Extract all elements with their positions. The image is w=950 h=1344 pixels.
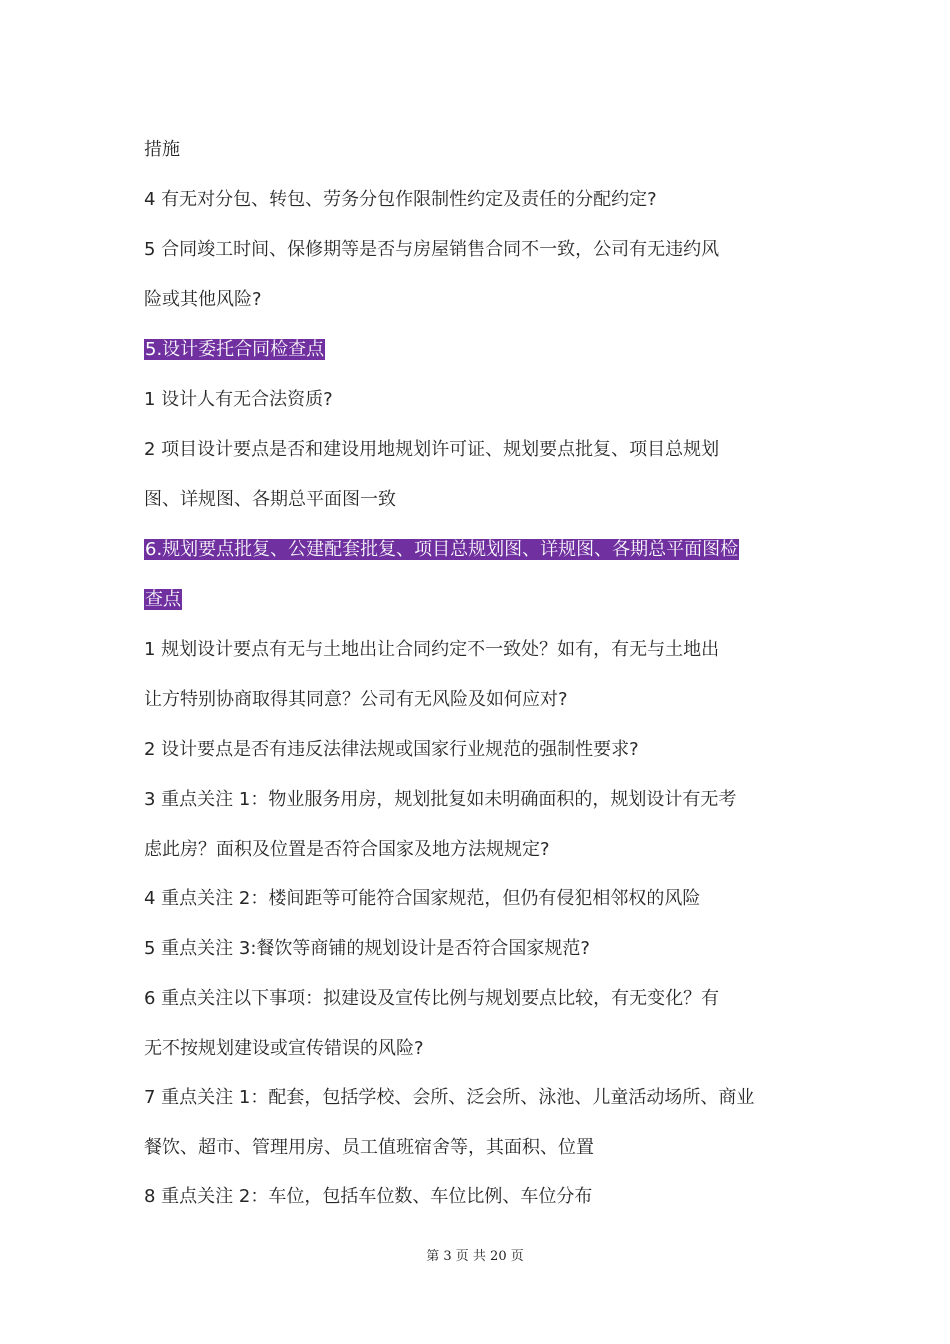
- section-heading: [144, 537, 739, 563]
- section-heading: [144, 337, 325, 363]
- text-line: 3 重点关注 1：物业服务用房，规划批复如未明确面积的，规划设计有无考: [144, 789, 737, 810]
- section-heading-text: 5.设计委托合同检查点: [145, 339, 325, 360]
- text-line: 7 重点关注 1：配套，包括学校、会所、泛会所、泳池、儿童活动场所、商业: [144, 1087, 755, 1108]
- text-line: 让方特别协商取得其同意？公司有无风险及如何应对?: [144, 689, 568, 710]
- text-line: 2 设计要点是否有违反法律法规或国家行业规范的强制性要求?: [144, 739, 639, 760]
- text-line: 无不按规划建设或宣传错误的风险?: [144, 1038, 424, 1059]
- text-line: 5 重点关注 3:餐饮等商铺的规划设计是否符合国家规范?: [144, 938, 590, 959]
- text-line: 8 重点关注 2：车位，包括车位数、车位比例、车位分布: [144, 1186, 593, 1207]
- section-heading-text: 6.规划要点批复、公建配套批复、项目总规划图、详规图、各期总平面图检: [145, 539, 739, 560]
- text-line: 1 规划设计要点有无与土地出让合同约定不一致处？如有，有无与土地出: [144, 639, 720, 660]
- text-line: 1 设计人有无合法资质?: [144, 389, 333, 410]
- text-line: 图、详规图、各期总平面图一致: [144, 489, 396, 510]
- text-line: 险或其他风险?: [144, 289, 262, 310]
- text-line: 4 重点关注 2：楼间距等可能符合国家规范，但仍有侵犯相邻权的风险: [144, 888, 701, 909]
- text-line: 2 项目设计要点是否和建设用地规划许可证、规划要点批复、项目总规划: [144, 439, 720, 460]
- text-line: 5 合同竣工时间、保修期等是否与房屋销售合同不一致，公司有无违约风: [144, 239, 720, 260]
- text-line: 措施: [144, 139, 180, 160]
- text-line: 虑此房？面积及位置是否符合国家及地方法规规定?: [144, 839, 550, 860]
- text-line: 4 有无对分包、转包、劳务分包作限制性约定及责任的分配约定?: [144, 189, 657, 210]
- page-number-footer: 第 3 页 共 20 页: [426, 1249, 524, 1264]
- text-line: 6 重点关注以下事项：拟建设及宣传比例与规划要点比较，有无变化？有: [144, 988, 720, 1009]
- section-heading: [144, 587, 182, 613]
- section-heading-text: 查点: [145, 589, 181, 610]
- text-line: 餐饮、超市、管理用房、员工值班宿舍等，其面积、位置: [144, 1137, 594, 1158]
